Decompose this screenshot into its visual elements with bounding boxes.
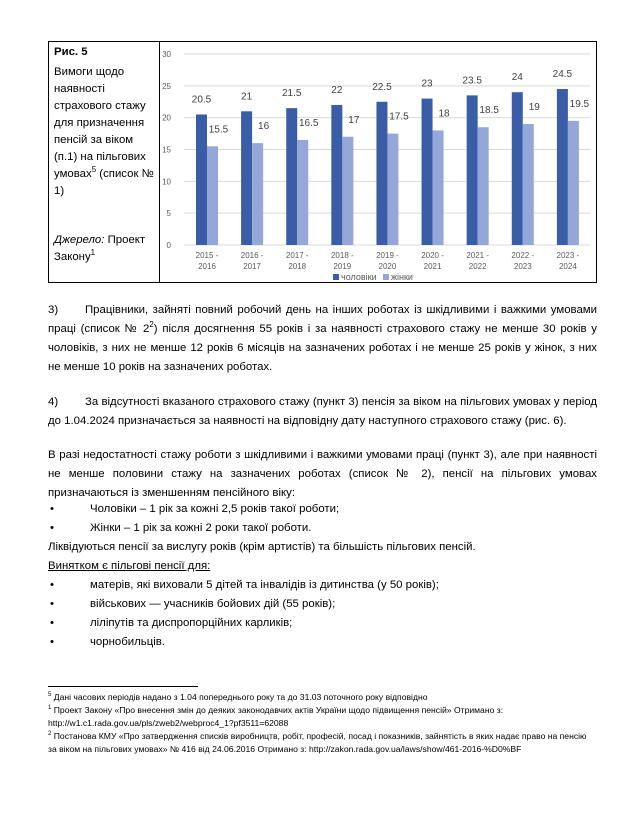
bar-women xyxy=(433,130,444,245)
y-tick-label: 0 xyxy=(166,241,171,250)
data-label: 18 xyxy=(438,108,450,120)
list-item-text: Жінки – 1 рік за кожні 2 роки такої роботи. xyxy=(90,522,312,534)
footnote-5 xyxy=(48,691,597,704)
bullet-icon: • xyxy=(50,636,54,648)
bar-men xyxy=(422,99,433,245)
bar-men xyxy=(331,105,342,245)
footnote-2 xyxy=(48,730,597,756)
bar-men xyxy=(286,108,297,245)
bar-men xyxy=(557,89,568,245)
figure-source-text: Проект Закону xyxy=(54,234,146,263)
data-label: 15.5 xyxy=(208,124,229,136)
bullet-icon: • xyxy=(50,598,54,610)
bar-men xyxy=(512,92,523,245)
x-tick-label: 2018 - xyxy=(330,251,354,260)
list-item-text: ліліпутів та диспропорційних карликів; xyxy=(90,617,293,629)
list-item xyxy=(48,519,597,538)
x-tick-label: 2022 - xyxy=(511,251,535,260)
paragraph-3-number: 3) xyxy=(48,304,59,316)
figure-source xyxy=(54,232,159,266)
x-tick-label: 2022 xyxy=(468,262,487,271)
figure-table xyxy=(48,41,597,283)
paragraph-4-text: За відсутності вказаного страхового стажу (пункт 3) пенсія за віком на пільгових умовах у період до 1.04.2024 призначається за наявності на відповідну дату наступного страхового стажу (рис. 6). xyxy=(48,396,597,427)
x-tick-label: 2019 xyxy=(333,262,352,271)
bar-women xyxy=(342,137,353,245)
figure-caption-text: Вимоги щодо наявності страхового стажу для призначення пенсій за віком (п.1) на пільгових умовах xyxy=(54,66,146,180)
data-label: 16 xyxy=(258,121,270,133)
data-label: 24.5 xyxy=(552,69,573,81)
footnote-1-marker: 1 xyxy=(48,705,52,712)
bullet-icon: • xyxy=(50,522,54,534)
figure-caption-footnote-ref[interactable]: 5 xyxy=(91,165,97,175)
data-label: 23 xyxy=(421,78,433,90)
x-tick-label: 2020 - xyxy=(421,251,444,260)
footnotes xyxy=(48,691,597,756)
figure-caption-cell xyxy=(49,42,160,282)
x-tick-label: 2023 xyxy=(513,262,532,271)
data-label: 17 xyxy=(348,114,360,126)
bar-chart-svg xyxy=(160,42,596,282)
footnote-2-text: Постанова КМУ «Про затвердження списків виробництв, робіт, професій, посад і показників, зайнятість в яких надає право на пенсію за віком на пільгових умовах» № 416 від 24.06.2016 Отримано з: http://zakon.rada.gov.ua/laws/show/461-2016-%D0%BF xyxy=(48,731,587,754)
x-tick-label: 2021 - xyxy=(466,251,490,260)
x-tick-label: 2017 - xyxy=(285,251,309,260)
data-label: 18.5 xyxy=(479,105,499,117)
bar-women xyxy=(207,146,218,245)
bar-women xyxy=(387,134,398,245)
x-tick-label: 2020 xyxy=(378,262,397,271)
bar-women xyxy=(523,124,534,245)
x-tick-label: 2018 xyxy=(288,262,307,271)
x-tick-label: 2016 - xyxy=(240,251,264,260)
bar-men xyxy=(241,111,252,245)
data-label: 24 xyxy=(511,72,523,84)
paragraph-5 xyxy=(48,446,597,503)
x-tick-label: 2019 - xyxy=(376,251,399,260)
bar-chart xyxy=(160,42,596,282)
data-label: 16.5 xyxy=(298,117,319,129)
paragraph-7-text: Винятком є пільгові пенсії для: xyxy=(48,560,211,572)
bar-women xyxy=(252,143,263,245)
footnote-1-text: Проект Закону «Про внесення змін до деяких законодавчих актів України щодо підвищення пенсій» Отримано з: http://w1.c1.rada.gov.ua/pls/zweb2/webproc4_1?pf3511=62088 xyxy=(48,705,504,728)
data-label: 19.5 xyxy=(569,98,590,110)
footnote-1 xyxy=(48,704,597,730)
data-label: 21.5 xyxy=(281,88,302,100)
bullet-icon: • xyxy=(50,503,54,515)
paragraph-4 xyxy=(48,393,597,431)
paragraph-5-text: В разі недостатності стажу роботи з шкідливими і важкими умовами праці (пункт 3), але при наявності не менше половини стажу на зазначених роботах (список № 2), пенсії на пільгових умовах призначаються із зменшенням пенсійного віку: xyxy=(48,449,597,499)
bar-women xyxy=(297,140,308,245)
y-tick-label: 30 xyxy=(162,50,171,59)
data-label: 21 xyxy=(241,91,253,103)
paragraph-3-text-a: Працівники, зайняті повний робочий день на інших роботах із шкідливими і важкими умовами праці (список № 2 xyxy=(48,304,597,335)
bullet-icon: • xyxy=(50,617,54,629)
y-tick-label: 10 xyxy=(162,177,171,187)
y-tick-label: 20 xyxy=(162,113,171,123)
list-item-text: матерів, які виховали 5 дітей та інвалідів із дитинства (у 50 років); xyxy=(90,579,439,591)
footnote-5-marker: 5 xyxy=(48,692,52,699)
data-label: 22.5 xyxy=(372,81,392,93)
bar-men xyxy=(376,102,387,245)
list-item-text: військових — учасників бойових дій (55 років); xyxy=(90,598,336,610)
bullet-icon: • xyxy=(50,579,54,591)
bar-women xyxy=(478,127,489,245)
figure-source-footnote-ref[interactable]: 1 xyxy=(90,248,96,258)
x-tick-label: 2024 xyxy=(558,262,577,271)
list-item xyxy=(48,500,597,519)
paragraph-3-text-b: ) після досягнення 55 років і за наявності страхового стажу не менше 30 років у чоловіків, з них не менше 12 років 6 місяців на зазначених роботах і не менше 25 років у жінок, з них не менше 10 років на зазначених роботах. xyxy=(48,323,597,373)
footnote-2-marker: 2 xyxy=(48,731,52,738)
data-label: 23.5 xyxy=(462,75,482,87)
paragraph-6-text: Ліквідуються пенсії за вислугу років (крім артистів) та більшість пільгових пенсій. xyxy=(48,541,476,553)
footnote-5-text: Дані часових періодів надано з 1.04 попереднього року та до 31.03 поточного року відповідно xyxy=(51,692,428,702)
legend-swatch-women xyxy=(383,274,389,280)
paragraph-3 xyxy=(48,301,597,377)
y-tick-label: 25 xyxy=(162,81,171,91)
data-label: 19 xyxy=(528,102,540,114)
data-label: 22 xyxy=(331,84,343,96)
figure-source-label: Джерело: xyxy=(54,234,105,246)
list-item xyxy=(48,633,597,652)
list-item-text: чорнобильців. xyxy=(90,636,165,648)
legend-label: чоловіки xyxy=(341,272,377,282)
bullet-list-age-reduction xyxy=(48,500,597,652)
list-item xyxy=(48,614,597,633)
y-tick-label: 15 xyxy=(162,145,171,155)
bar-men xyxy=(467,95,478,245)
figure-caption xyxy=(54,64,154,200)
x-tick-label: 2016 xyxy=(198,262,216,271)
x-tick-label: 2021 xyxy=(423,262,442,271)
data-label: 20.5 xyxy=(191,94,212,106)
legend-label: жінки xyxy=(391,272,413,282)
paragraph-4-number: 4) xyxy=(48,396,59,408)
y-tick-label: 5 xyxy=(166,209,171,219)
x-tick-label: 2017 xyxy=(243,262,262,271)
figure-caption-suffix: (список № 1) xyxy=(54,168,154,197)
figure-number: Рис. 5 xyxy=(54,46,88,58)
paragraph-3-footnote-ref[interactable]: 2 xyxy=(149,320,154,330)
bar-women xyxy=(568,121,579,245)
list-item-text: Чоловіки – 1 рік за кожні 2,5 років такої роботи; xyxy=(90,503,340,515)
legend-swatch-men xyxy=(333,274,339,280)
list-item xyxy=(48,595,597,614)
list-item xyxy=(48,576,597,595)
x-tick-label: 2023 - xyxy=(556,251,580,260)
footnote-divider xyxy=(48,686,198,687)
bar-men xyxy=(196,114,207,245)
data-label: 17.5 xyxy=(389,111,409,123)
x-tick-label: 2015 - xyxy=(195,251,219,260)
